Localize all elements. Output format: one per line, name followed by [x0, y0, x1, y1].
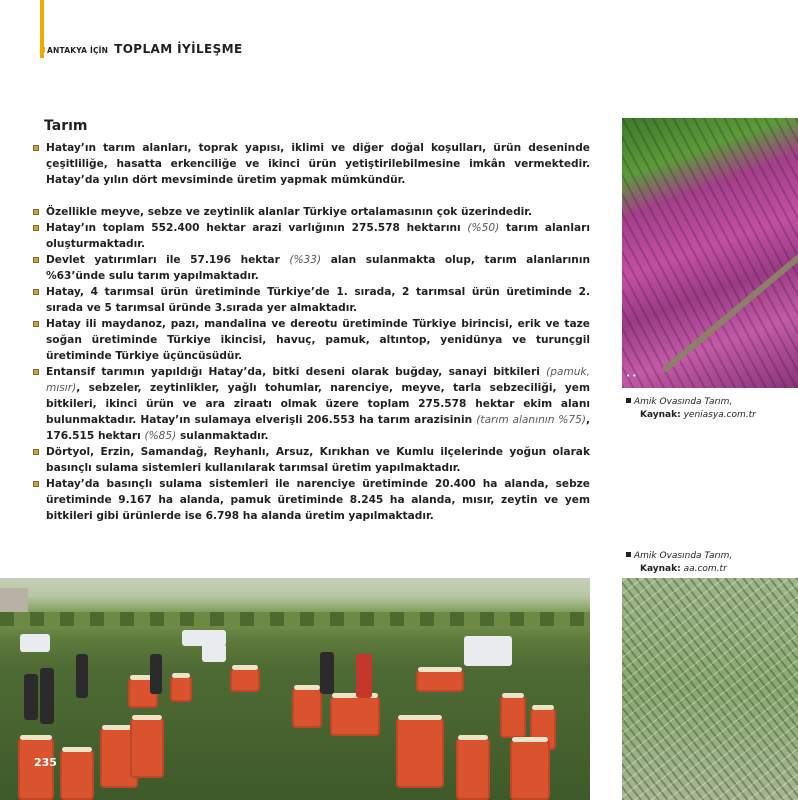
bullet-item	[32, 444, 590, 476]
photo-sack	[292, 688, 322, 728]
caption-mark-icon	[626, 398, 631, 403]
header-square-icon	[40, 47, 45, 52]
photo-caption	[626, 396, 756, 422]
bullet-note: (%33)	[289, 254, 322, 266]
section-title: Tarım	[44, 118, 88, 134]
bullet-item	[32, 284, 590, 316]
bullet-note: (%50)	[467, 222, 500, 234]
photo-worker	[24, 674, 38, 720]
photo-sack	[330, 696, 380, 736]
bullet-text: alan sulanmakta olup, tarım alanlarının %63’ünde sulu tarım yapılmaktadır.	[46, 254, 590, 282]
caption-mark-icon	[626, 552, 631, 557]
photo-worker	[150, 654, 162, 694]
irrigated-field-photo	[622, 578, 798, 800]
caption-source: yeniasya.com.tr	[683, 410, 756, 420]
bullet-list	[32, 140, 590, 524]
photo-sack	[60, 750, 94, 800]
photo-sack	[456, 738, 490, 800]
photo-sack	[18, 738, 54, 800]
caption-source-label: Kaynak:	[640, 564, 681, 574]
bullet-text: Hatay’da basınçlı sulama sistemleri ile narenciye üretiminde 20.400 ha alanda, sebze üretiminde 9.167 ha alanda, pamuk üretiminde 8.245 ha alanda, mısır, zeytin ve yem bitkileri gibi ürünlerde ise 6.798 ha alanda üretim yapılmaktadır.	[46, 478, 590, 522]
photo-sack	[230, 668, 260, 692]
bullet-text: Devlet yatırımları ile 57.196 hektar	[46, 254, 290, 266]
bullet-note: (pamuk, mısır)	[46, 366, 590, 394]
photo-caption	[626, 550, 732, 576]
header-small-label: ANTAKYA İÇİN	[47, 46, 109, 55]
bullet-text: , 176.515 hektarı	[46, 414, 590, 442]
bullet-text: Entansif tarımın yapıldığı Hatay’da, bitki deseni olarak buğday, sanayi bitkileri	[46, 366, 547, 378]
header-small-text	[40, 46, 108, 55]
photo-sack	[416, 670, 464, 692]
photo-road	[662, 201, 798, 373]
bullet-item	[32, 140, 590, 188]
bullet-note: (%85)	[144, 430, 177, 442]
bullet-text: Hatay ili maydanoz, pazı, mandalina ve dereotu üretiminde Türkiye birincisi, erik ve taze soğan üretiminde Türkiye ikincisi, havuç, pamuk, altıntop, yenidünya ve turunçgil üretiminde Türkiye üçüncüsüdür.	[46, 318, 590, 362]
bullet-text: Özellikle meyve, sebze ve zeytinlik alanlar Türkiye ortalamasının çok üzerindedir.	[46, 206, 533, 218]
page-header	[40, 42, 243, 56]
bullet-item	[32, 204, 590, 220]
caption-title: Amik Ovasında Tarım,	[634, 397, 733, 407]
photo-vehicle	[202, 644, 226, 662]
header-title: TOPLAM İYİLEŞME	[114, 42, 243, 56]
bullet-item	[32, 252, 590, 284]
bullet-text: Hatay, 4 tarımsal ürün üretiminde Türkiye’de 1. sırada, 2 tarımsal ürün üretiminde 2. sırada ve 5 tarımsal üründe 3.sırada yer almaktadır.	[46, 286, 590, 314]
bullet-text: , sebzeler, zeytinlikler, yağlı tohumlar, narenciye, meyve, tarla sebzeciliği, yem bitkileri, ikinci ürün ve ara ziraatı olmak üzere toplam 275.578 hektar ekim alanı bulunmaktadır. Hatay’ın sulamaya elverişli 206.553 ha tarım arazisinin	[46, 382, 590, 426]
photo-vehicle	[20, 634, 50, 652]
photo-sack	[396, 718, 444, 788]
flower-field-photo	[622, 118, 798, 388]
photo-sack	[500, 696, 526, 738]
photo-worker	[320, 652, 334, 694]
bullet-item	[32, 364, 590, 444]
bullet-text: sulanmaktadır.	[176, 430, 269, 442]
caption-title: Amik Ovasında Tarım,	[634, 551, 733, 561]
photo-dots: • •	[626, 372, 637, 380]
page-number: 235	[34, 756, 57, 769]
bullet-text: tarım alanları oluşturmaktadır.	[46, 222, 590, 250]
photo-sack	[130, 718, 164, 778]
bullet-item	[32, 220, 590, 252]
photo-sack	[510, 740, 550, 800]
bullet-text: Hatay’ın toplam 552.400 hektar arazi varlığının 275.578 hektarını	[46, 222, 468, 234]
bullet-item	[32, 476, 590, 524]
bullet-text: Hatay’ın tarım alanları, toprak yapısı, iklimi ve diğer doğal koşulları, ürün deseninde çeşitliliğe, hasatta erkenciliğe ve ikinci ürün yetiştirilebilmesine imkân vermektedir. Hatay’da yılın dört mevsiminde üretim yapmak mümkündür.	[46, 142, 590, 186]
photo-vehicle	[464, 636, 512, 666]
photo-worker	[40, 668, 54, 724]
photo-sack	[170, 676, 192, 702]
bullet-note: (tarım alanının %75)	[476, 414, 586, 426]
photo-worker	[76, 654, 88, 698]
photo-worker	[356, 654, 372, 698]
caption-source-label: Kaynak:	[640, 410, 681, 420]
caption-source: aa.com.tr	[683, 564, 727, 574]
photo-treeline	[0, 612, 590, 626]
onion-harvest-photo	[0, 578, 590, 800]
bullet-text: Dörtyol, Erzin, Samandağ, Reyhanlı, Arsuz, Kırıkhan ve Kumlu ilçelerinde yoğun olarak basınçlı sulama sistemleri kullanılarak tarımsal üretim yapılmaktadır.	[46, 446, 590, 474]
bullet-item	[32, 316, 590, 364]
